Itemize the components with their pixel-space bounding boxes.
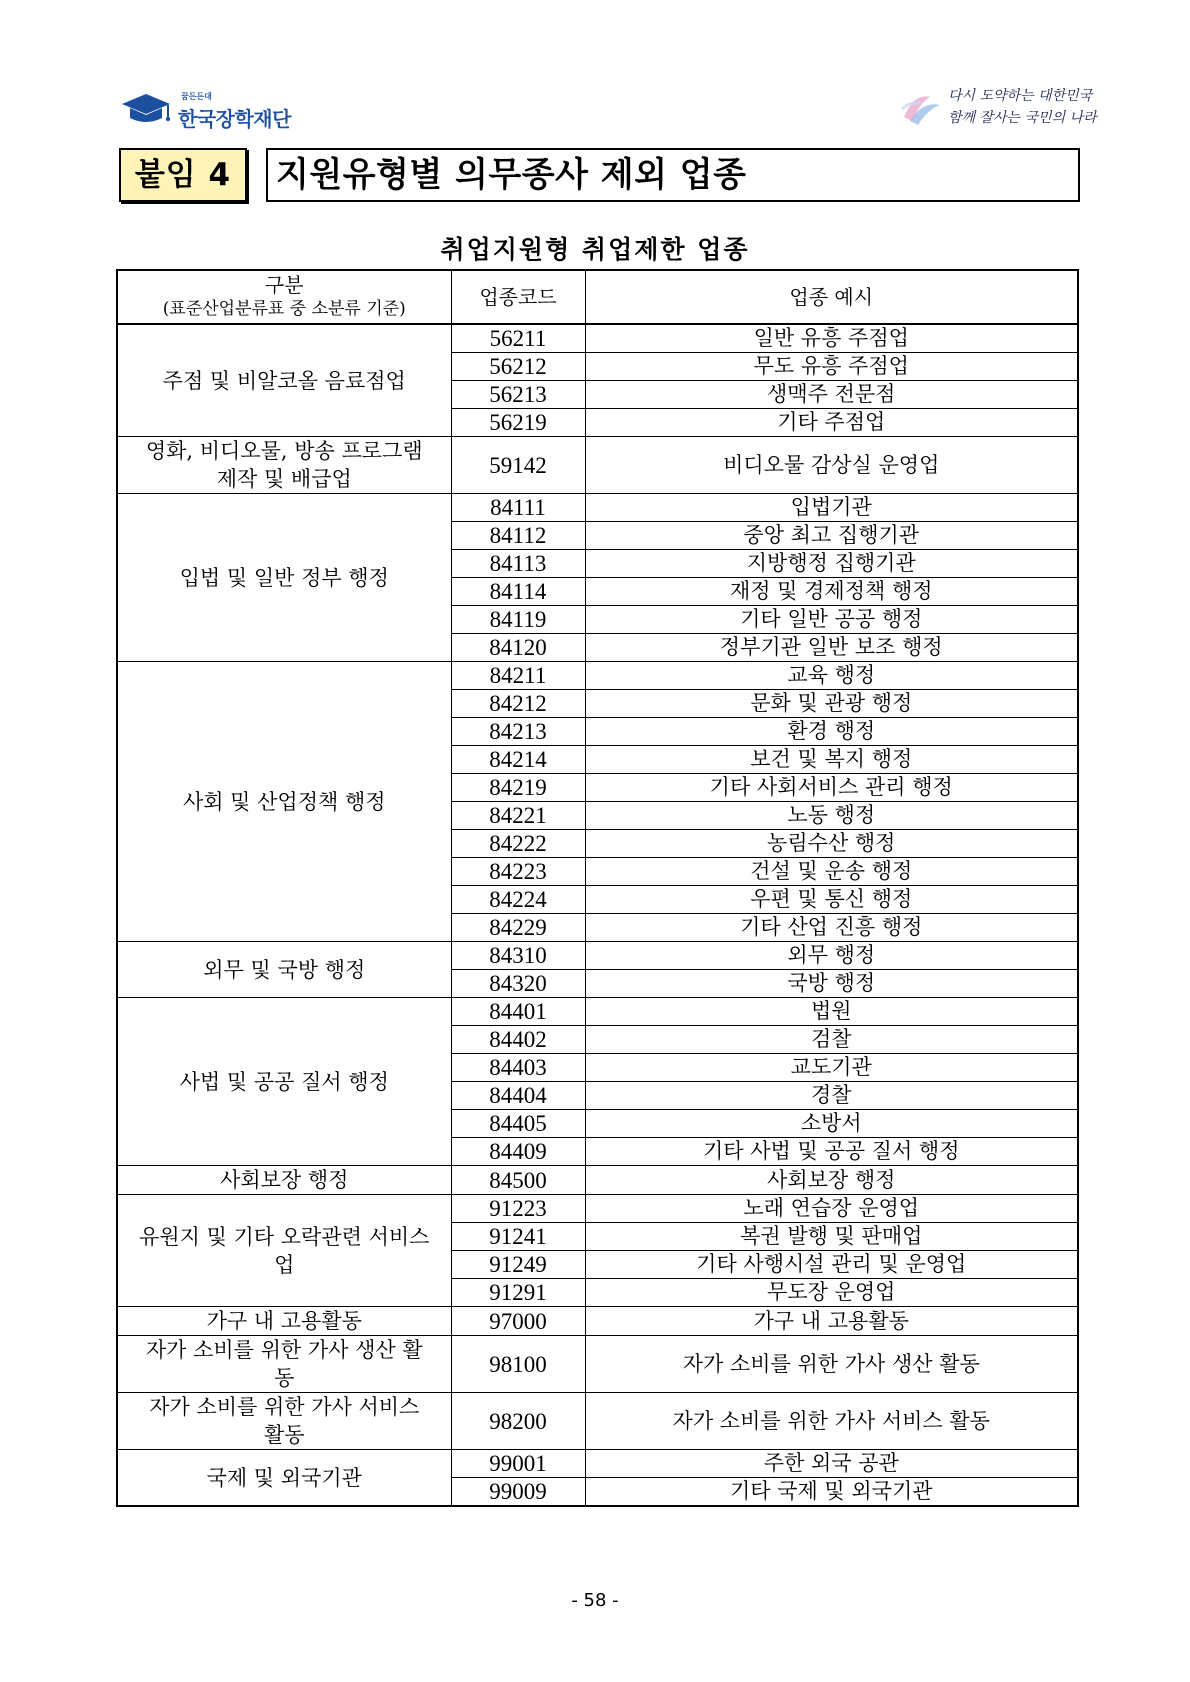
category-cell: 국제 및 외국기관: [117, 1450, 451, 1507]
page-number: - 58 -: [571, 1590, 619, 1611]
industry-example-cell: 기타 국제 및 외국기관: [585, 1478, 1078, 1507]
industry-code-cell: 98200: [451, 1393, 585, 1450]
industry-example-cell: 건설 및 운송 행정: [585, 858, 1078, 886]
industry-example-cell: 교도기관: [585, 1054, 1078, 1082]
industry-code-cell: 97000: [451, 1307, 585, 1336]
industry-code-cell: 91241: [451, 1223, 585, 1251]
industry-example-cell: 기타 산업 진흥 행정: [585, 914, 1078, 942]
industry-example-cell: 문화 및 관광 행정: [585, 690, 1078, 718]
category-cell: 사회보장 행정: [117, 1166, 451, 1195]
industry-example-cell: 노동 행정: [585, 802, 1078, 830]
industry-example-cell: 검찰: [585, 1026, 1078, 1054]
industry-code-cell: 84320: [451, 970, 585, 998]
industry-code-cell: 84113: [451, 550, 585, 578]
industry-code-cell: 84111: [451, 494, 585, 522]
table-row: [117, 1166, 1078, 1195]
industry-code-cell: 84404: [451, 1082, 585, 1110]
industry-example-cell: 기타 사회서비스 관리 행정: [585, 774, 1078, 802]
table-row: [117, 494, 1078, 522]
industry-example-cell: 무도장 운영업: [585, 1279, 1078, 1307]
industry-example-cell: 자가 소비를 위한 가사 생산 활동: [585, 1336, 1078, 1393]
header-category-label: 구분: [264, 273, 304, 297]
attachment-badge: 붙임 4: [119, 148, 247, 202]
industry-code-cell: 84223: [451, 858, 585, 886]
header-code-label: 업종코드: [479, 285, 557, 309]
industry-example-cell: 농림수산 행정: [585, 830, 1078, 858]
industry-example-cell: 비디오물 감상실 운영업: [585, 437, 1078, 494]
header-category-note: (표준산업분류표 중 소분류 기준): [162, 299, 406, 319]
logo-tagline: 꿈든든대: [181, 92, 212, 101]
industry-example-cell: 지방행정 집행기관: [585, 550, 1078, 578]
industry-example-cell: 우편 및 통신 행정: [585, 886, 1078, 914]
industry-code-cell: 84221: [451, 802, 585, 830]
table-header: [117, 270, 1078, 324]
industry-code-cell: 56219: [451, 409, 585, 437]
category-cell: 자가 소비를 위한 가사 생산 활동: [117, 1336, 451, 1393]
industry-code-cell: 84213: [451, 718, 585, 746]
industry-code-cell: 84403: [451, 1054, 585, 1082]
industry-example-cell: 재정 및 경제정책 행정: [585, 578, 1078, 606]
table-row: [117, 1450, 1078, 1478]
industry-code-cell: 56213: [451, 381, 585, 409]
header-code: [451, 270, 585, 324]
industry-code-cell: 84212: [451, 690, 585, 718]
logo-name: 한국장학재단: [178, 107, 291, 131]
industry-code-cell: 56211: [451, 324, 585, 353]
industry-example-cell: 생맥주 전문점: [585, 381, 1078, 409]
industry-example-cell: 기타 일반 공공 행정: [585, 606, 1078, 634]
industry-code-cell: 84219: [451, 774, 585, 802]
industry-example-cell: 환경 행정: [585, 718, 1078, 746]
table-row: [117, 1307, 1078, 1336]
industry-example-cell: 보건 및 복지 행정: [585, 746, 1078, 774]
industry-code-cell: 84112: [451, 522, 585, 550]
kosaf-logo: [118, 89, 294, 133]
industry-code-cell: 84402: [451, 1026, 585, 1054]
table-header-row: [117, 270, 1078, 324]
industry-code-cell: 84119: [451, 606, 585, 634]
table-row: [117, 1336, 1078, 1393]
category-cell: 입법 및 일반 정부 행정: [117, 494, 451, 662]
industry-code-cell: 84409: [451, 1138, 585, 1166]
industry-example-cell: 기타 사법 및 공공 질서 행정: [585, 1138, 1078, 1166]
table-caption: 취업지원형 취업제한 업종: [440, 235, 750, 264]
industry-code-cell: 98100: [451, 1336, 585, 1393]
header-example: [585, 270, 1078, 324]
industry-code-cell: 84222: [451, 830, 585, 858]
industry-example-cell: 복권 발행 및 판매업: [585, 1223, 1078, 1251]
industry-code-cell: 84214: [451, 746, 585, 774]
slogan-line-2: 함께 잘사는 국민의 나라: [948, 110, 1097, 126]
industry-example-cell: 기타 사행시설 관리 및 운영업: [585, 1251, 1078, 1279]
industry-example-cell: 법원: [585, 998, 1078, 1026]
category-cell: 영화, 비디오물, 방송 프로그램 제작 및 배급업: [117, 437, 451, 494]
industry-code-cell: 84224: [451, 886, 585, 914]
industry-example-cell: 일반 유흥 주점업: [585, 324, 1078, 353]
header-category: [117, 270, 451, 324]
industry-code-cell: 91291: [451, 1279, 585, 1307]
category-cell: 가구 내 고용활동: [117, 1307, 451, 1336]
page-title: 지원유형별 의무종사 제외 업종: [266, 148, 1080, 202]
industry-code-cell: 91223: [451, 1195, 585, 1223]
header-example-label: 업종 예시: [789, 285, 874, 309]
industry-example-cell: 노래 연습장 운영업: [585, 1195, 1078, 1223]
table-row: [117, 998, 1078, 1026]
industry-example-cell: 정부기관 일반 보조 행정: [585, 634, 1078, 662]
table-row: [117, 942, 1078, 970]
industry-code-cell: 84114: [451, 578, 585, 606]
industry-example-cell: 무도 유흥 주점업: [585, 353, 1078, 381]
category-cell: 외무 및 국방 행정: [117, 942, 451, 998]
industry-example-cell: 사회보장 행정: [585, 1166, 1078, 1195]
graduation-cap-icon: [118, 92, 174, 128]
industry-code-cell: 84310: [451, 942, 585, 970]
category-cell: 사법 및 공공 질서 행정: [117, 998, 451, 1166]
slogan-brush-graphic: [900, 87, 946, 127]
industry-example-cell: 자가 소비를 위한 가사 서비스 활동: [585, 1393, 1078, 1450]
industry-code-cell: 99001: [451, 1450, 585, 1478]
slogan-line-1: 다시 도약하는 대한민국: [948, 88, 1093, 104]
industry-example-cell: 주한 외국 공관: [585, 1450, 1078, 1478]
category-cell: 자가 소비를 위한 가사 서비스 활동: [117, 1393, 451, 1450]
table-row: [117, 324, 1078, 353]
industry-example-cell: 중앙 최고 집행기관: [585, 522, 1078, 550]
restricted-industry-table: [116, 269, 1079, 1507]
table-row: [117, 437, 1078, 494]
industry-code-cell: 91249: [451, 1251, 585, 1279]
industry-example-cell: 교육 행정: [585, 662, 1078, 690]
industry-code-cell: 84401: [451, 998, 585, 1026]
category-cell: 주점 및 비알코올 음료점업: [117, 324, 451, 437]
industry-code-cell: 84500: [451, 1166, 585, 1195]
category-cell: 유원지 및 기타 오락관련 서비스업: [117, 1195, 451, 1307]
industry-code-cell: 56212: [451, 353, 585, 381]
industry-example-cell: 경찰: [585, 1082, 1078, 1110]
industry-code-cell: 84211: [451, 662, 585, 690]
industry-code-cell: 59142: [451, 437, 585, 494]
industry-code-cell: 84229: [451, 914, 585, 942]
industry-code-cell: 84120: [451, 634, 585, 662]
industry-table-body: [117, 324, 1078, 1506]
table-row: [117, 1393, 1078, 1450]
industry-example-cell: 가구 내 고용활동: [585, 1307, 1078, 1336]
table-row: [117, 662, 1078, 690]
table-row: [117, 1195, 1078, 1223]
industry-example-cell: 외무 행정: [585, 942, 1078, 970]
industry-example-cell: 국방 행정: [585, 970, 1078, 998]
industry-code-cell: 84405: [451, 1110, 585, 1138]
industry-code-cell: 99009: [451, 1478, 585, 1507]
industry-example-cell: 소방서: [585, 1110, 1078, 1138]
industry-example-cell: 기타 주점업: [585, 409, 1078, 437]
industry-example-cell: 입법기관: [585, 494, 1078, 522]
category-cell: 사회 및 산업정책 행정: [117, 662, 451, 942]
government-slogan: [900, 84, 1100, 132]
